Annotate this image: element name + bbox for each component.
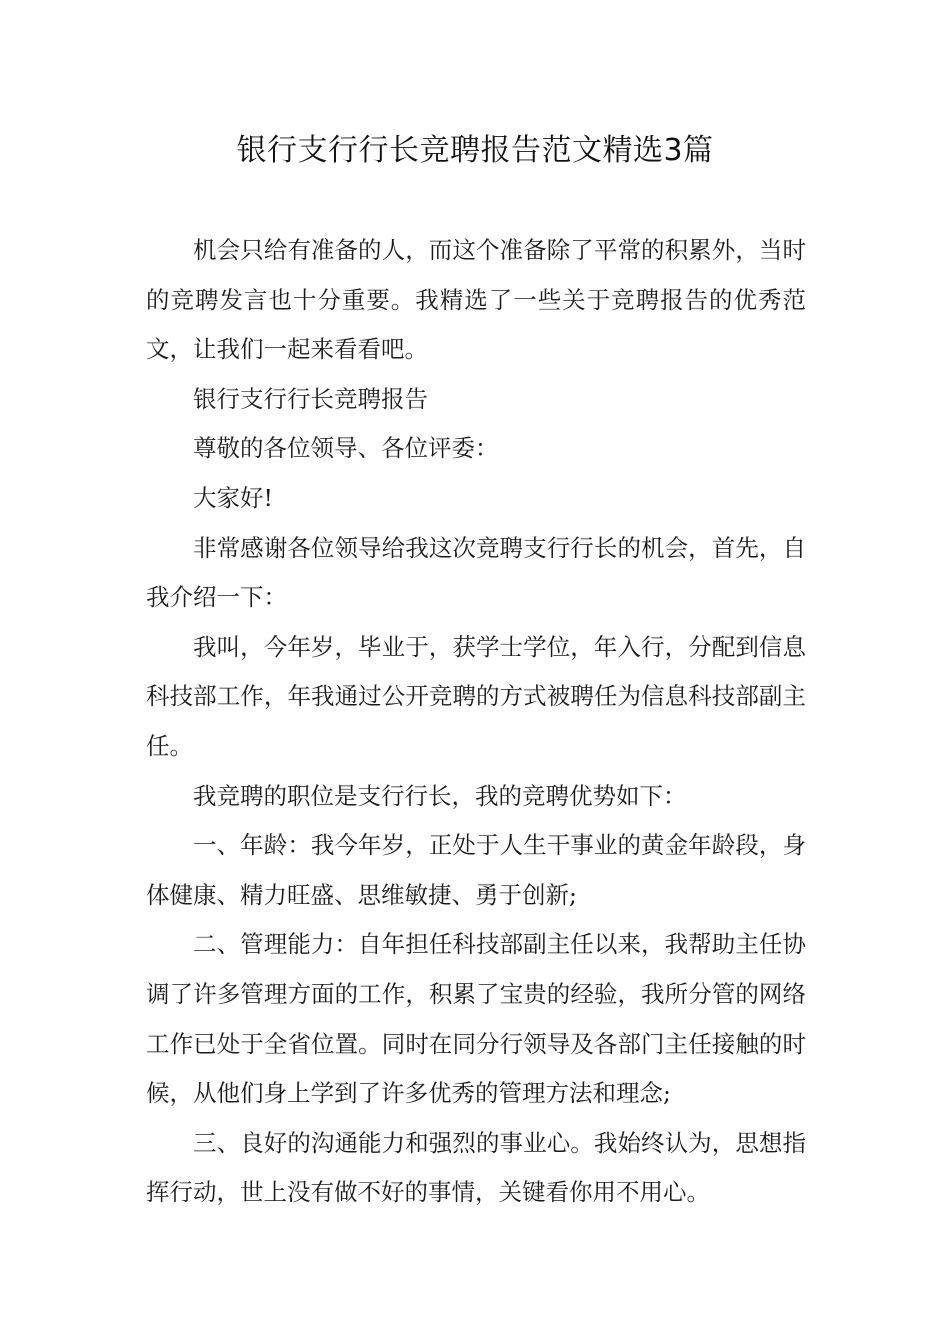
paragraph-advantage-age: 一、年龄：我今年岁，正处于人生干事业的黄金年龄段，身体健康、精力旺盛、思维敏捷、勇于创新;: [146, 831, 806, 909]
paragraph-advantage-communication: 三、良好的沟通能力和强烈的事业心。我始终认为，思想指挥行动，世上没有做不好的事情，关键看你用不用心。: [146, 1128, 806, 1207]
paragraph-salutation: 尊敬的各位领导、各位评委：: [193, 434, 499, 463]
paragraph-advantage-management: 二、管理能力：自年担任科技部副主任以来，我帮助主任协调了许多管理方面的工作，积累了宝贵的经验，我所分管的网络工作已处于全省位置。同时在同分行领导及各部门主任接触的时候，从他们身上学到了许多优秀的管理方法和理念;: [146, 930, 806, 1108]
document-body: [146, 226, 806, 1218]
paragraph-greeting: 大家好!: [193, 483, 273, 512]
paragraph-thanks: 非常感谢各位领导给我这次竞聘支行行长的机会，首先，自我介绍一下：: [146, 533, 806, 612]
document-title: 银行支行行长竞聘报告范文精选3篇: [236, 133, 714, 168]
paragraph-intro: 机会只给有准备的人，而这个准备除了平常的积累外，当时的竞聘发言也十分重要。我精选了一些关于竞聘报告的优秀范文，让我们一起来看看吧。: [146, 236, 806, 364]
paragraph-position: 我竞聘的职位是支行行长，我的竞聘优势如下：: [193, 781, 687, 810]
paragraph-self-intro: 我叫，今年岁，毕业于，获学士学位，年入行，分配到信息科技部工作，年我通过公开竞聘的方式被聘任为信息科技部副主任。: [146, 632, 806, 760]
paragraph-report-heading: 银行支行行长竞聘报告: [193, 384, 428, 413]
